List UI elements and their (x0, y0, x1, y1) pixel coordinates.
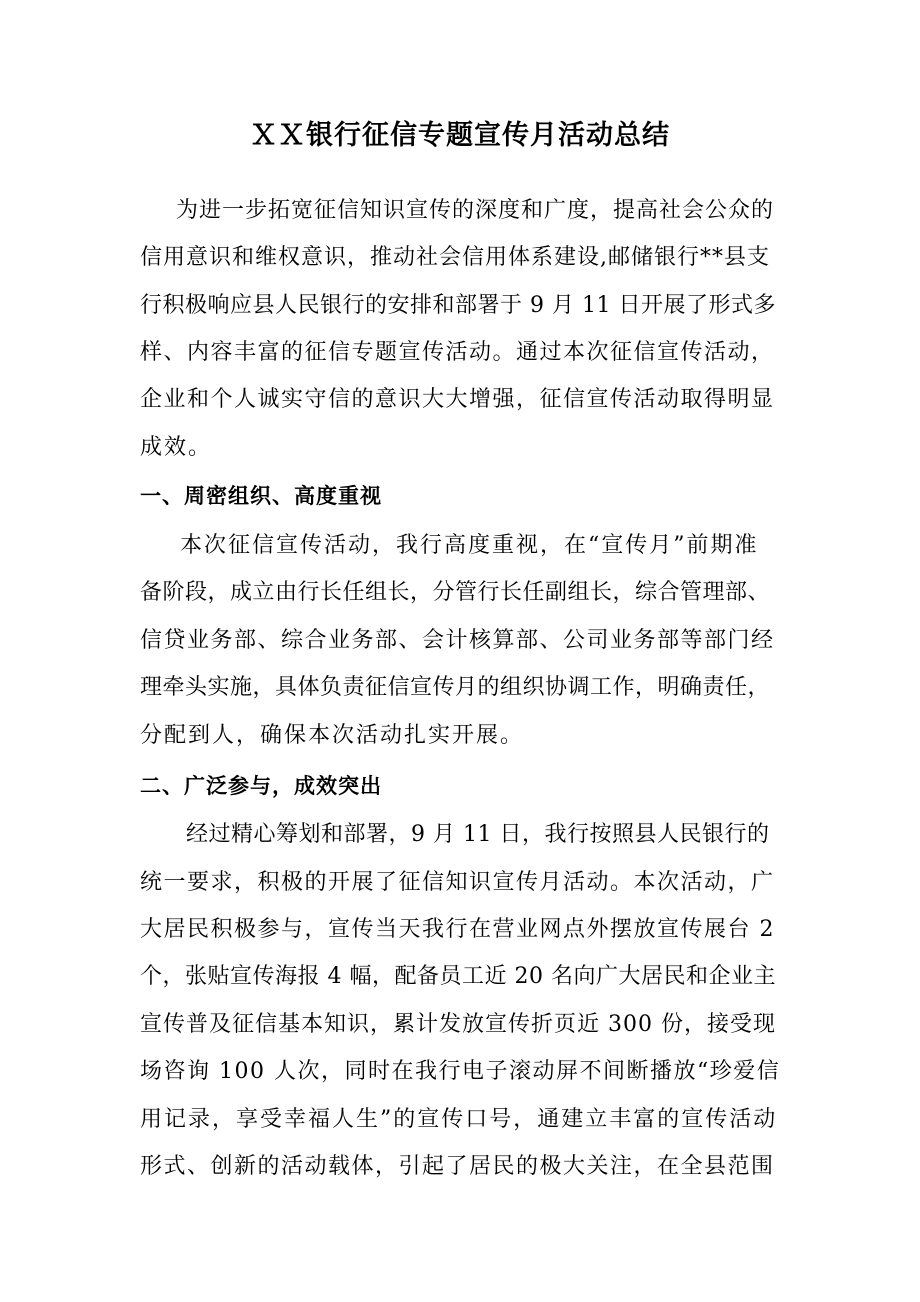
section2-line: 经过精心筹划和部署，9 月 11 日，我行按照县人民银行的 (186, 822, 770, 847)
section2-line: 统一要求，积极的开展了征信知识宣传月活动。本次活动，广 (140, 870, 775, 895)
section2-line: 场咨询 100 人次，同时在我行电子滚动屏不间断播放“珍爱信 (140, 1059, 781, 1084)
section1-line: 分配到人，确保本次活动扎实开展。 (140, 723, 525, 748)
section2-line: 大居民积极参与，宣传当天我行在营业网点外摆放宣传展台 2 (140, 917, 775, 942)
section1-line: 备阶段，成立由行长任组长，分管行长任副组长，综合管理部、 (140, 580, 771, 605)
section1-line: 本次征信宣传活动，我行高度重视，在“宣传月”前期准 (180, 533, 759, 558)
section2-line: 用记录，享受幸福人生”的宣传口号，通建立丰富的宣传活动 (140, 1107, 778, 1132)
section2-line: 宣传普及征信基本知识，累计发放宣传折页近 300 份，接受现 (140, 1012, 776, 1037)
section2-line: 个，张贴宣传海报 4 幅，配备员工近 20 名向广大居民和企业主 (140, 964, 776, 989)
section1-line: 信贷业务部、综合业务部、会计核算部、公司业务部等部门经 (140, 628, 775, 653)
intro-line: 企业和个人诚实守信的意识大大增强，征信宣传活动取得明显 (140, 387, 775, 412)
document-title: ＸＸ银行征信专题宣传月活动总结 (250, 120, 670, 151)
section1-line: 理牵头实施，具体负责征信宣传月的组织协调工作，明确责任， (140, 675, 771, 700)
intro-line: 信用意识和维权意识，推动社会信用体系建设,邮储银行**县支 (140, 245, 770, 270)
section2-line: 形式、创新的活动载体，引起了居民的极大关注，在全县范围 (140, 1154, 775, 1179)
intro-line: 样、内容丰富的征信专题宣传活动。通过本次征信宣传活动， (140, 340, 775, 365)
section-heading: 二、广泛参与，成效突出 (140, 774, 382, 798)
intro-line: 为进一步拓宽征信知识宣传的深度和广度，提高社会公众的 (176, 198, 775, 223)
intro-line: 行积极响应县人民银行的安排和部署于 9 月 11 日开展了形式多 (140, 293, 776, 318)
intro-line: 成效。 (140, 435, 213, 460)
section-heading: 一、周密组织、高度重视 (140, 484, 382, 508)
